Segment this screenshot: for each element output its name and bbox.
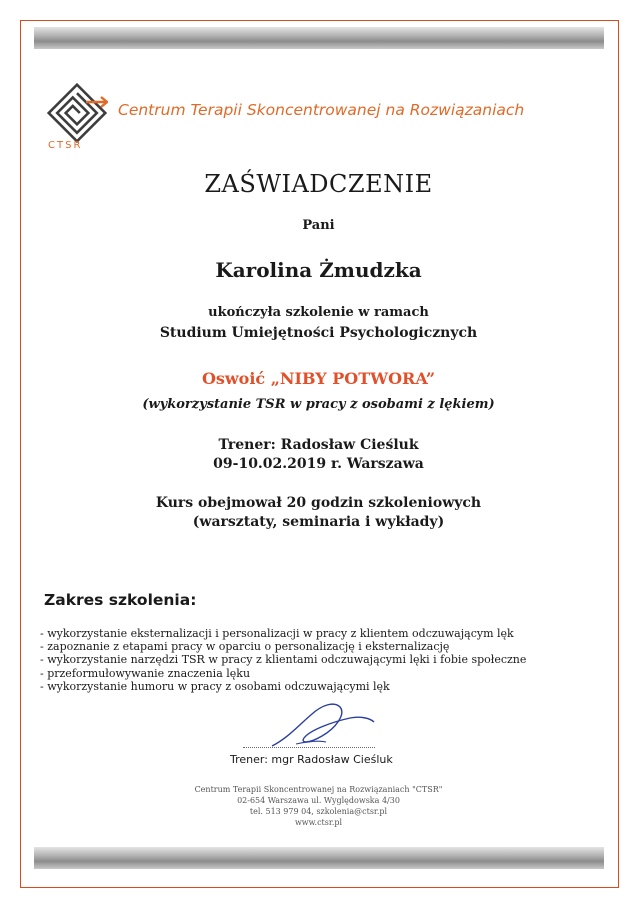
ctsr-maze-logo-icon: [46, 82, 108, 144]
trainer-line: Trener: Radosław Cieśluk: [218, 437, 419, 453]
footer-address: 02-654 Warszawa ul. Wyględowska 4/30: [237, 796, 400, 805]
footer-contact: tel. 513 979 04, szkolenia@ctsr.pl: [249, 807, 388, 816]
completion-line: ukończyła szkolenie w ramach: [208, 305, 429, 320]
course-title: Oswoić „NIBY POTWORA”: [201, 369, 436, 388]
recipient-name: Karolina Żmudzka: [215, 258, 422, 282]
hours-line: Kurs obejmował 20 godzin szkoleniowych: [155, 495, 482, 511]
scope-list: [40, 627, 526, 693]
date-location: 09-10.02.2019 r. Warszawa: [213, 456, 424, 472]
scope-item: - zapoznanie z etapami pracy w oparciu o personalizację i eksternalizację: [40, 640, 450, 654]
signature-line: [243, 747, 375, 748]
certificate-title: ZAŚWIADCZENIE: [204, 170, 433, 198]
scope-item: - przeformułowywanie znaczenia lęku: [40, 666, 251, 680]
signature-label: Trener: mgr Radosław Cieśluk: [230, 753, 393, 766]
bottom-decorative-bar: [34, 847, 604, 869]
footer-website: www.ctsr.pl: [294, 818, 343, 827]
brand-name: Centrum Terapii Skoncentrowanej na Rozwiązaniach: [118, 101, 525, 119]
program-name: Studium Umiejętności Psychologicznych: [159, 325, 478, 341]
scope-item: - wykorzystanie narzędzi TSR w pracy z klientami odczuwającymi lęki i fobie społeczne: [40, 653, 527, 667]
scope-item: - wykorzystanie eksternalizacji i personalizacji w pracy z klientem odczuwającym lęk: [40, 627, 514, 640]
top-decorative-bar: [34, 27, 604, 49]
handwritten-signature: [266, 698, 376, 752]
salutation: Pani: [302, 218, 335, 233]
scope-heading: Zakres szkolenia:: [44, 591, 197, 609]
course-subtitle: (wykorzystanie TSR w pracy z osobami z lękiem): [142, 397, 495, 412]
logo-subtext: CTSR: [48, 140, 83, 151]
hours-detail: (warsztaty, seminaria i wykłady): [192, 514, 445, 530]
footer-org: Centrum Terapii Skoncentrowanej na Rozwiązaniach "CTSR": [194, 785, 443, 794]
scope-item: - wykorzystanie humoru w pracy z osobami odczuwającymi lęk: [40, 679, 390, 693]
